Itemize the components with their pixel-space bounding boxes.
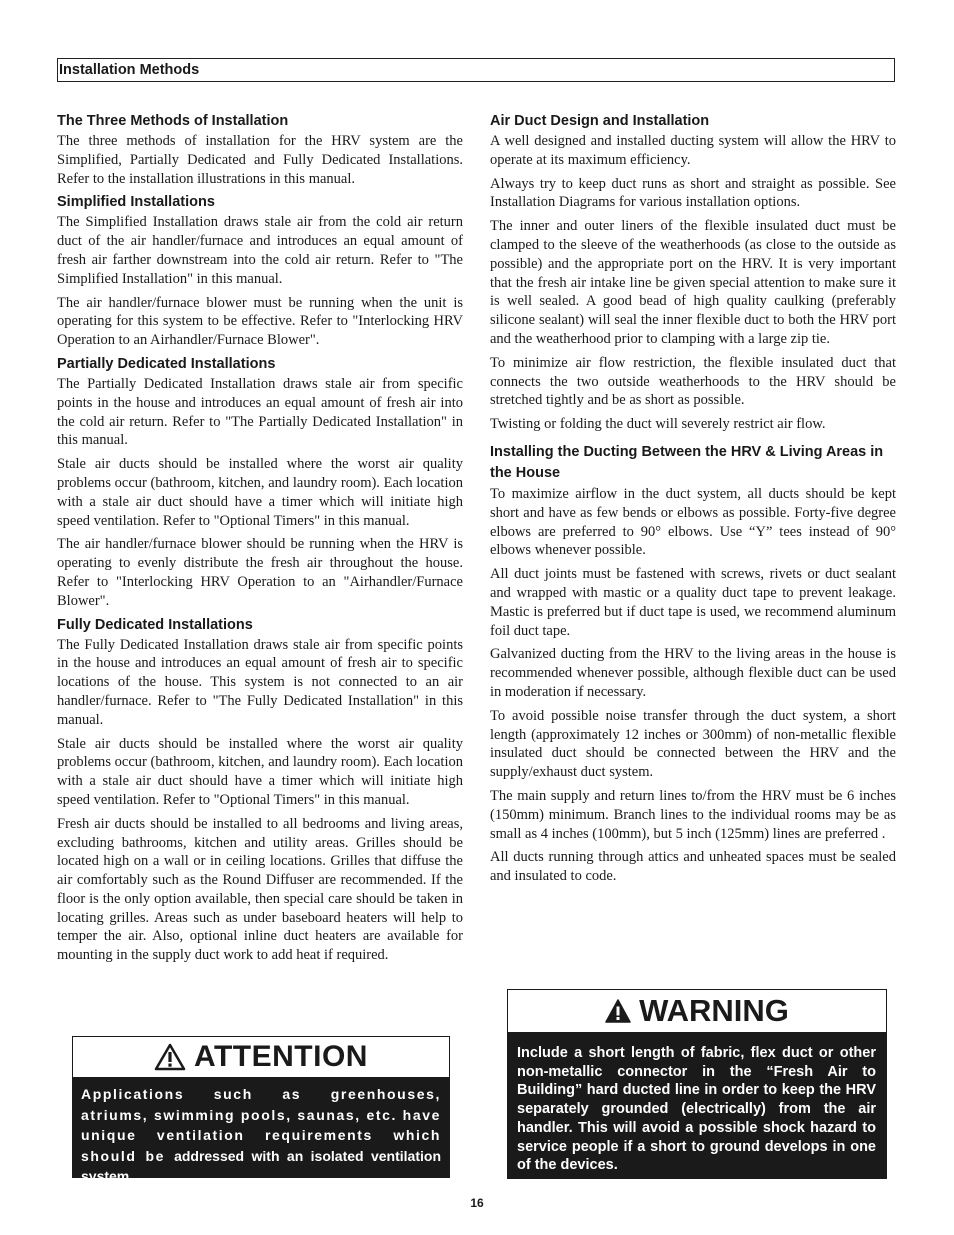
paragraph: The Partially Dedicated Installation draws stale air from specific points in the house and introduces an equal amount of fresh air into the cold air return. Refer to "The Partially Dedicated Installation" in this manual. — [57, 375, 463, 449]
paragraph: Fresh air ducts should be installed to all bedrooms and living areas, excluding bathrooms, kitchen and utility areas. Grilles should be located high on a wall or in ceiling locations. Grilles that diffuse the air comfortably such as the Round Diffuser are recommended. If the floor is the only option available, then special care should be taken in locating grilles. Areas such as under baseboard heaters will help to temper the air. Also, optional inline duct heaters are available for mounting in the supply duct work to add heat if required. — [57, 815, 463, 964]
paragraph: All duct joints must be fastened with screws, rivets or duct sealant and wrapped with mastic or a quality duct tape to prevent leakage. Mastic is preferred but if duct tape is used, we recommend aluminum foil duct tape. — [490, 566, 896, 639]
attention-box — [72, 1036, 450, 1184]
paragraph: The Simplified Installation draws stale air from the cold air return duct of the air handler/furnace and introduces an equal amount of fresh air farther downstream into the cold air return. Refer to "The Simplified Installation" in this manual. — [57, 214, 463, 287]
heading-three-methods: The Three Methods of Installation — [57, 113, 289, 129]
paragraph: The Fully Dedicated Installation draws stale air from specific points in the house and introduces an equal amount of fresh air to specific locations of the house. This system is not connected to an air handler/furnace. Refer to "The Fully Dedicated Installation" in this manual. — [57, 636, 463, 728]
paragraph: To minimize air flow restriction, the flexible insulated duct that connects the two outside weatherhoods to the HRV should be stretched tightly and be as short as possible. — [490, 354, 896, 409]
paragraph: All ducts running through attics and unheated spaces must be sealed and insulated to code. — [490, 849, 896, 885]
page-number: 16 — [470, 1196, 484, 1210]
paragraph: Twisting or folding the duct will severely restrict air flow. — [490, 416, 826, 433]
left-column — [57, 112, 463, 970]
section-header-title: Installation Methods — [59, 62, 200, 78]
warning-title: WARNING — [639, 993, 789, 1028]
heading-installing-ducting: Installing the Ducting Between the HRV & Living Areas in the House — [490, 443, 884, 481]
heading-partially-dedicated: Partially Dedicated Installations — [57, 355, 276, 372]
heading-fully-dedicated: Fully Dedicated Installations — [57, 616, 253, 633]
attention-body — [73, 1077, 449, 1187]
paragraph: The inner and outer liners of the flexible insulated duct must be clamped to the sleeve of the weatherhoods (as close to the outside as possible) and the appropriate port on the HRV. It is very important that the fresh air intake line be given special attention to make sure it is well sealed. A good bead of high quality caulking (preferably silicone sealant) will seal the inner flexible duct to both the HRV port and the weatherhood prior to clamping with a large zip tie. — [490, 218, 896, 347]
attention-title-bar — [73, 1037, 449, 1077]
paragraph: The air handler/furnace blower should be running when the HRV is operating to evenly distribute the fresh air throughout the house. Refer to "Interlocking HRV Operation to an "Airhandler/Furnace Blower". — [57, 536, 463, 609]
right-column — [490, 112, 896, 891]
paragraph: The air handler/furnace blower must be running when the unit is operating for this system to be effective. Refer to "Interlocking HRV Operation to an Airhandler/Furnace Blower". — [57, 294, 463, 349]
attention-title: ATTENTION — [194, 1040, 368, 1073]
warning-box — [507, 989, 887, 1179]
heading-simplified: Simplified Installations — [57, 194, 215, 211]
paragraph: To avoid possible noise transfer through the duct system, a short length (approximately 12 inches or 300mm) of non-metallic flexible insulated duct should be connected between the HRV and the supply/exhaust duct system. — [490, 707, 896, 781]
warning-body: Include a short length of fabric, flex duct or other non-metallic connector in the “Fresh Air to Building” hard ducted line in order to keep the HRV separately grounded (electrically) from the air handler. This will avoid a possible shock hazard to service people if a short to ground develops in one of the devices. — [517, 1045, 876, 1174]
paragraph: The main supply and return lines to/from the HRV must be 6 inches (150mm) minimum. Branch lines to the individual rooms may be as small as 4 inches (100mm), but 5 inch (125mm) lines are preferred . — [490, 787, 896, 842]
paragraph: Stale air ducts should be installed where the worst air quality problems occur (bathroom, kitchen, and laundry room). Each location with a stale air duct should have a timer which will initiate high speed ventilation. Refer to "Optional Timers" in this manual. — [57, 456, 463, 529]
section-header — [57, 58, 895, 82]
warning-triangle-filled-icon — [605, 999, 631, 1023]
warning-title-bar — [508, 990, 886, 1032]
attention-text: Applications such as greenhouses, atriums, swimming pools, saunas, etc. have unique ventilation requirements which should be — [81, 1086, 441, 1164]
paragraph: Stale air ducts should be installed where the worst air quality problems occur (bathroom, kitchen, and laundry room). Each location with a stale air duct should have a timer which will initiate high speed ventilation. Refer to "Optional Timers" in this manual. — [57, 735, 463, 808]
warning-triangle-icon — [154, 1043, 186, 1071]
paragraph: To maximize airflow in the duct system, all ducts should be kept short and have as few bends or elbows as possible. Forty-five degree elbows are preferred to 90° elbows. Use “Y” tees instead of 90° elbows whenever possible. — [490, 485, 896, 559]
paragraph: A well designed and installed ducting system will allow the HRV to operate at its maximum efficiency. — [490, 133, 896, 168]
paragraph: The three methods of installation for the HRV system are the Simplified, Partially Dedicated and Fully Dedicated Installations. Refer to the installation illustrations in this manual. — [57, 133, 463, 187]
attention-text-last: addressed with an isolated ventilation system. — [81, 1147, 441, 1184]
paragraph: Galvanized ducting from the HRV to the living areas in the house is recommended whenever possible, although flexible duct can be used in moderation if necessary. — [490, 646, 896, 700]
heading-air-duct-design: Air Duct Design and Installation — [490, 113, 710, 129]
paragraph: Always try to keep duct runs as short and straight as possible. See Installation Diagrams for various installation options. — [490, 175, 896, 211]
